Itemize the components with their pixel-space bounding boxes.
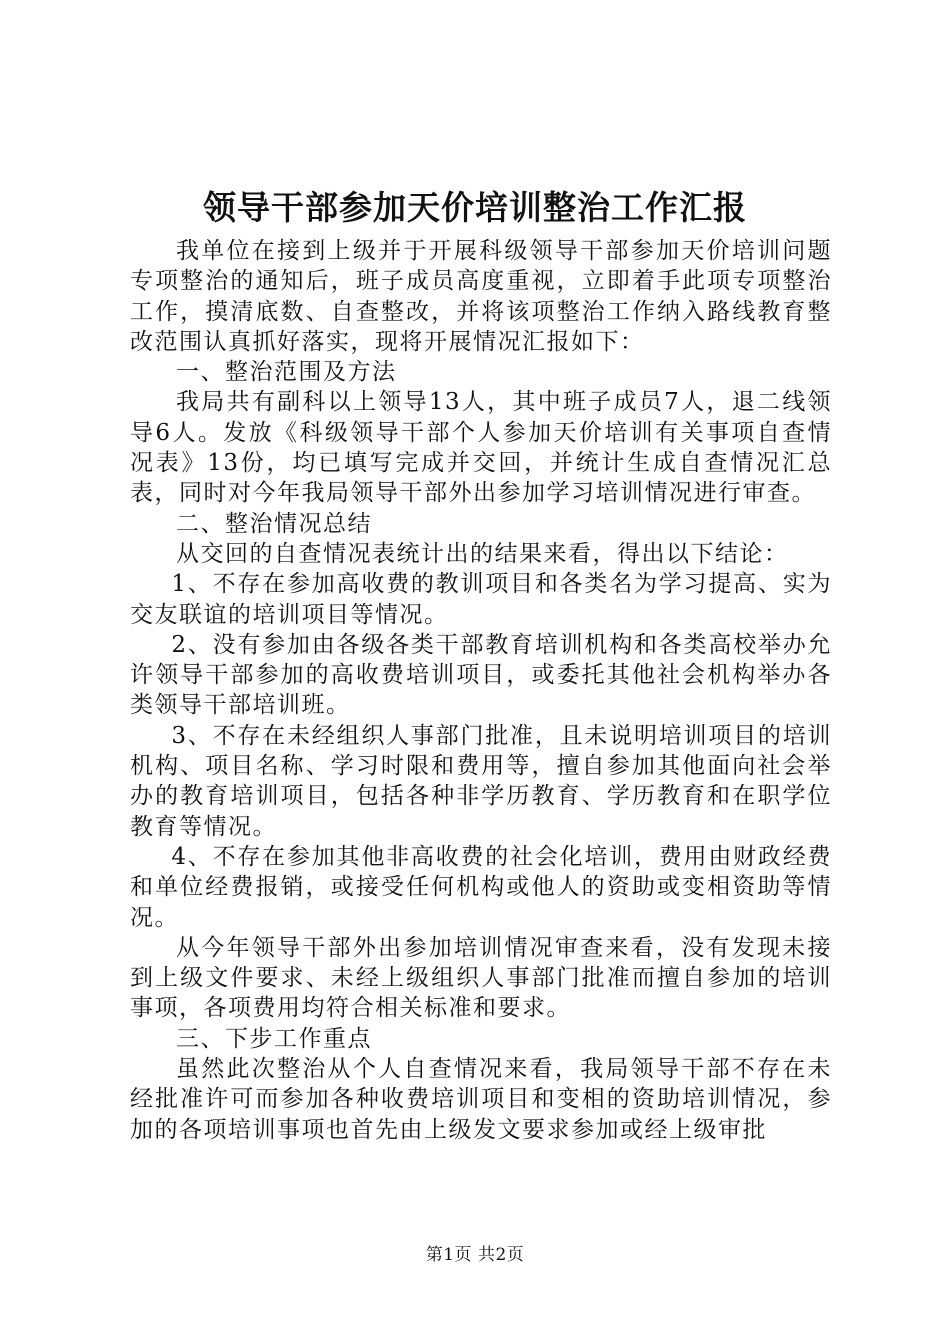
conclusion-item-2: 2、没有参加由各级各类干部教育培训机构和各类高校举办允许领导干部参加的高收费培训项目，或委托其他社会机构举办各类领导干部培训班。 <box>130 631 832 719</box>
conclusion-item-4: 4、不存在参加其他非高收费的社会化培训，费用由财政经费和单位经费报销，或接受任何机构或他人的资助或变相资助等情况。 <box>130 843 832 931</box>
section-1-paragraph: 我局共有副科以上领导13人，其中班子成员7人，退二线领导6人。发放《科级领导干部个人参加天价培训有关事项自查情况表》13份，均已填写完成并交回，并统计生成自查情况汇总表，同时对今年我局领导干部外出参加学习培训情况进行审查。 <box>130 389 832 507</box>
review-paragraph: 从今年领导干部外出参加培训情况审查来看，没有发现未接到上级文件要求、未经上级组织人事部门批准而擅自参加的培训事项，各项费用均符合相关标准和要求。 <box>130 934 832 1022</box>
conclusion-item-1: 1、不存在参加高收费的教训项目和各类名为学习提高、实为交友联谊的培训项目等情况。 <box>130 571 832 628</box>
section-heading-3: 三、下步工作重点 <box>176 1025 372 1052</box>
page-number: 第1页 共2页 <box>425 1245 525 1265</box>
document-body <box>130 236 832 1145</box>
document-title: 领导干部参加天价培训整治工作汇报 <box>203 188 747 227</box>
intro-paragraph: 我单位在接到上级并于开展科级领导干部参加天价培训问题专项整治的通知后，班子成员高度重视，立即着手此项专项整治工作，摸清底数、自查整改，并将该项整治工作纳入路线教育整改范围认真抓好落实，现将开展情况汇报如下： <box>130 238 832 355</box>
section-heading-2: 二、整治情况总结 <box>176 510 372 537</box>
section-3-paragraph: 虽然此次整治从个人自查情况来看，我局领导干部不存在未经批准许可而参加各种收费培训项目和变相的资助培训情况，参加的各项培训事项也首先由上级发文要求参加或经上级审批 <box>130 1056 832 1143</box>
conclusion-item-3: 3、不存在未经组织人事部门批准，且未说明培训项目的培训机构、项目名称、学习时限和费用等，擅自参加其他面向社会举办的教育培训项目，包括各种非学历教育、学历教育和在职学位教育等情况。 <box>130 722 832 840</box>
section-heading-1: 一、整治范围及方法 <box>176 359 397 386</box>
section-2-intro: 从交回的自查情况表统计出的结果来看，得出以下结论： <box>176 540 789 567</box>
